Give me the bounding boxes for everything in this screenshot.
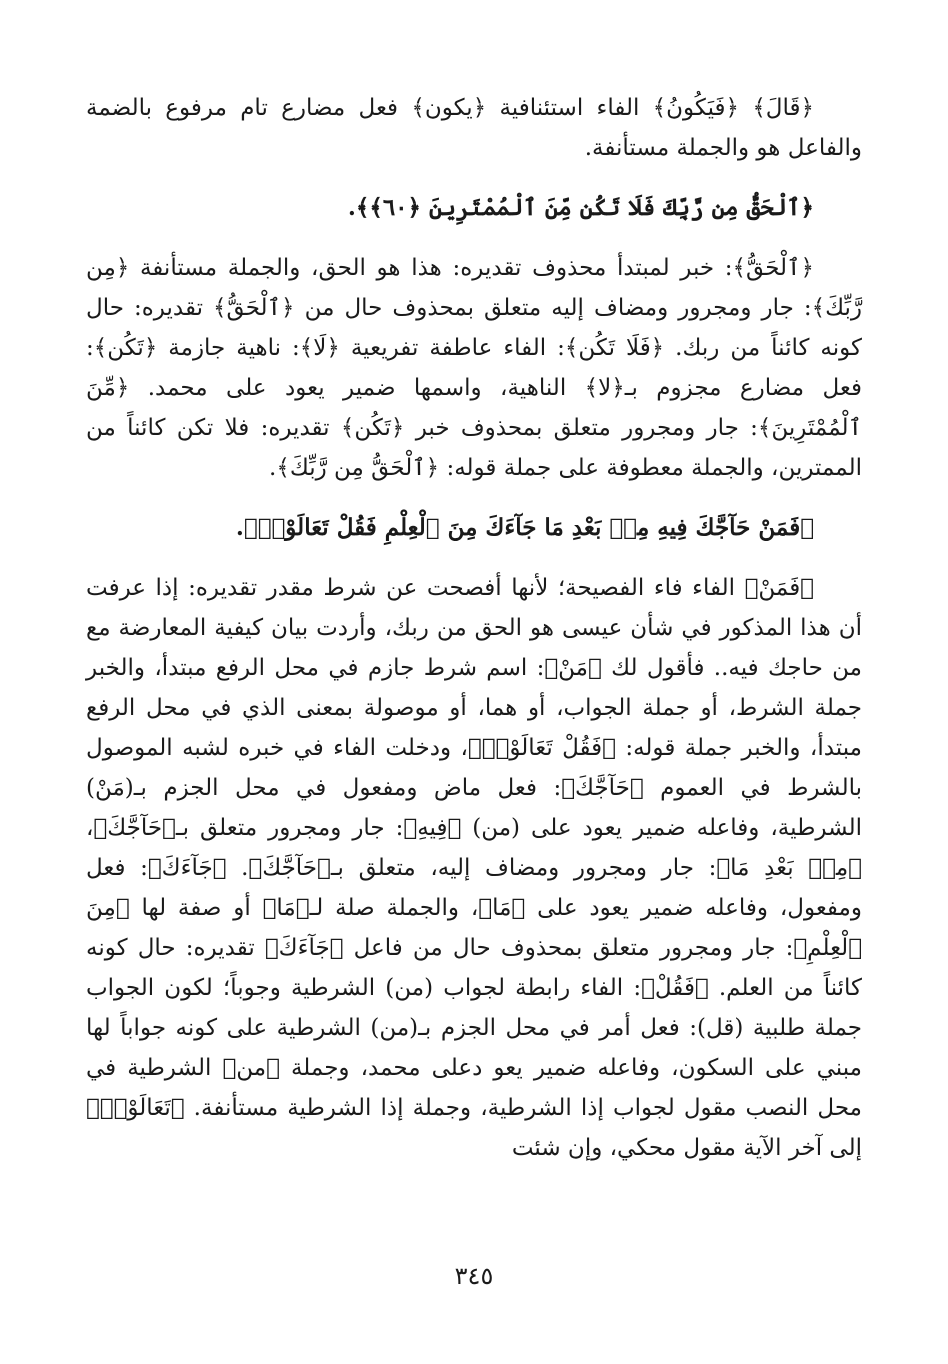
paragraph-1: ﴿قَالَ﴾ ﴿فَيَكُونُ﴾ الفاء استئنافية ﴿يكون﴾ فعل مضارع تام مرفوع بالضمة والفاعل هو والجملة مستأنفة. [86, 95, 862, 161]
paragraph-3: ﴿فَمَنْ﴾ الفاء فاء الفصيحة؛ لأنها أفصحت عن شرط مقدر تقديره: إذا عرفت أن هذا المذكور في شأن عيسى هو الحق من ربك، وأردت بيان كيفية المعارضة مع من حاجك فيه.. فأقول لك ﴿مَنْ﴾: اسم شرط جازم في محل الرفع مبتدأ، والخبر جملة الشرط، أو جملة الجواب، أو هما، أو موصولة بمعنى الذي في محل الرفع مبتدأ، والخبر جملة قوله: ﴿فَقُلْ تَعَالَوْا۟﴾، ودخلت الفاء في خبره لشبه الموصول بالشرط في العموم ﴿حَآجَّكَ﴾: فعل ماض ومفعول في محل الجزم بـ(مَنْ) الشرطية، وفاعله ضمير يعود على (من) ﴿فِيهِ﴾: جار ومجرور متعلق بـ﴿حَآجَّكَ﴾، ﴿مِنۢ بَعْدِ مَا﴾: جار ومجرور ومضاف إليه، متعلق بـ﴿حَآجَّكَ﴾. ﴿جَآءَكَ﴾: فعل ومفعول، وفاعله ضمير يعود على ﴿مَا﴾، والجملة صلة لـ﴿مَا﴾ أو صفة لها ﴿مِنَ ٱلْعِلْمِ﴾: جار ومجرور متعلق بمحذوف حال من فاعل ﴿جَآءَكَ﴾ تقديره: حال كونه كائناً من العلم. ﴿فَقُلْ﴾: الفاء رابطة لجواب (من) الشرطية وجوباً؛ لكون الجواب جملة طلبية (قل): فعل أمر في محل الجزم بـ(من) الشرطية على كونه جواباً لها مبني على السكون، وفاعله ضمير يعو دعلى محمد، وجملة ﴿من﴾ الشرطية في محل النصب مقول لجواب إذا الشرطية، وجملة إذا الشرطية مستأنفة. ﴿تَعَالَوْا۟﴾ إلى آخر الآية مقول محكي، وإن شئت [86, 575, 862, 1161]
paragraph-2: ﴿ٱلْحَقُّ﴾: خبر لمبتدأ محذوف تقديره: هذا هو الحق، والجملة مستأنفة ﴿مِن رَّبِّكَ﴾: جار ومجرور ومضاف إليه متعلق بمحذوف حال من ﴿ٱلْحَقُّ﴾ تقديره: حال كونه كائناً من ربك. ﴿فَلَا تَكُن﴾: الفاء عاطفة تفريعية ﴿لَا﴾: ناهية جازمة ﴿تَكُن﴾: فعل مضارع مجزوم بـ﴿لا﴾ الناهية، واسمها ضمير يعود على محمد. ﴿مِّنَ ٱلْمُمْتَرِينَ﴾: جار ومجرور متعلق بمحذوف خبر ﴿تَكُن﴾ تقديره: فلا تكن كائناً من الممترين، والجملة معطوفة على جملة قوله: ﴿ٱلْحَقُّ مِن رَّبِّكَ﴾. [86, 255, 862, 481]
page-number: ٣٤٥ [454, 1262, 494, 1290]
page-body [86, 88, 862, 1168]
verse-2: ﴿فَمَنْ حَآجَّكَ فِيهِ مِنۢ بَعْدِ مَا جَآءَكَ مِنَ ٱلْعِلْمِ فَقُلْ تَعَالَوْا۟﴾. [235, 514, 814, 541]
verse-1: ﴿ٱلْحَقُّ مِن رَّبِّكَ فَلَا تَكُن مِّنَ ٱلْمُمْتَرِينَ ﴿٦٠﴾﴾. [347, 194, 814, 221]
